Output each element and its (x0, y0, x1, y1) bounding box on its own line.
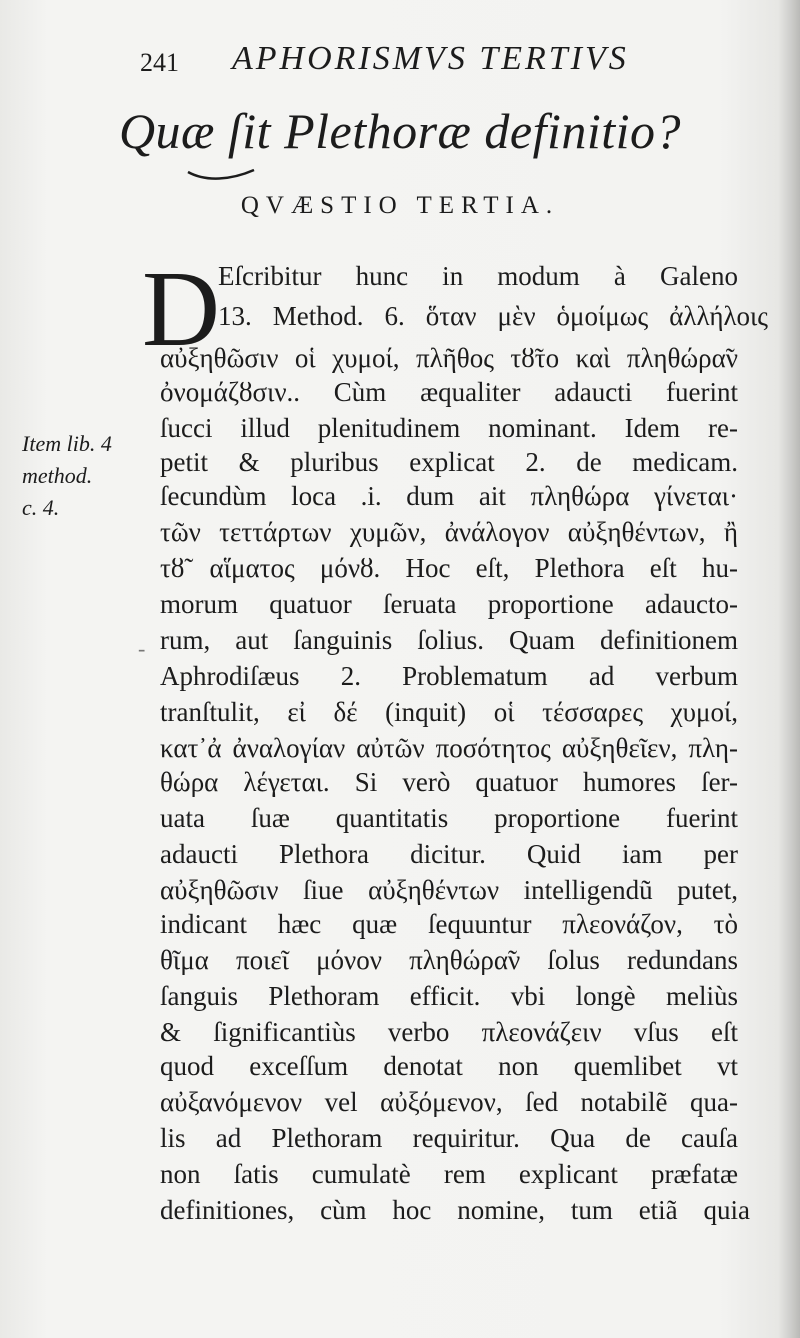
margin-note-line: c. 4. (22, 495, 60, 520)
running-title: APHORISMVS TERTIVS (232, 40, 629, 77)
text-line: tranſtulit, εἰ δέ (inquit) οἱ τέσσαρες χυμοί, (160, 697, 738, 727)
text-line: rum, aut ſanguinis ſolius. Quam definitionem (160, 625, 738, 655)
margin-dash: - (138, 636, 146, 661)
text-line: ſanguis Plethoram efficit. vbi longè meliùs (160, 981, 738, 1011)
text-line: τȣ̃ αἵματος μόνȣ. Hoc eſt, Plethora eſt hu- (160, 553, 738, 583)
text-line: lis ad Plethoram requiritur. Qua de cauſa (160, 1123, 738, 1153)
text-line: non ſatis cumulatè rem explicant præfatæ (160, 1159, 738, 1189)
text-line: quod exceſſum denotat non quemlibet vt (160, 1051, 738, 1081)
text-line: τῶν τεττάρτων χυμῶν, ἀνάλογον αὐξηθέντων, ἢ (160, 517, 738, 547)
text-line: adaucti Plethora dicitur. Quid iam per (160, 839, 738, 869)
text-line: 13. Method. 6. ὅταν μὲν ὁμοίμως ἀλλήλοις (218, 301, 768, 331)
text-line: morum quatuor ſeruata proportione adaucto- (160, 589, 738, 619)
text-line: definitiones, cùm hoc nomine, tum etiã quia (160, 1195, 750, 1225)
text-line: & ſignificantiùs verbo πλεονάζειν vſus eſt (160, 1017, 738, 1047)
text-line: κατ᾽ἀ ἀναλογίαν αὐτῶν ποσότητος αὐξηθεῖεν, πλη- (160, 733, 738, 763)
section-heading: QVÆSTIO TERTIA. (240, 192, 560, 219)
text-line: αὐξηθῶσιν οἱ χυμοί, πλῆθος τȣ̃το καὶ πληθώρα̃ν (160, 343, 738, 373)
text-line: Eſcribitur hunc in modum à Galeno (218, 261, 738, 291)
margin-note (22, 428, 140, 524)
text-line: uata ſuæ quantitatis proportione fuerint (160, 803, 738, 833)
text-line: ſucci illud plenitudinem nominant. Idem re- (160, 413, 738, 443)
text-line: ὀνομάζȣσιν.. Cùm æqualiter adaucti fuerint (160, 377, 738, 407)
margin-note-line: Item lib. 4 (22, 431, 112, 456)
running-head (140, 38, 700, 78)
text-line: θώρα λέγεται. Si verò quatuor humores ſer- (160, 767, 738, 797)
page-number: 241 (140, 48, 179, 77)
text-line: θῖμα ποιεῖ μόνον πληθώρα̃ν ſolus redundans (160, 945, 738, 975)
chapter-title: Quæ ſit Plethoræ definitio? (118, 103, 682, 159)
text-line: αὐξηθῶσιν ſiue αὐξηθέντων intelligendũ putet, (160, 875, 738, 905)
drop-cap: D (142, 250, 220, 369)
text-line: ſecundùm loca .i. dum ait πληθώρα γίνεται· (160, 481, 738, 511)
text-line: αὐξανόμενον vel αὐξόμενον, ſed notabilẽ qua- (160, 1087, 738, 1117)
text-line: Aphrodiſæus 2. Problematum ad verbum (160, 661, 738, 691)
title-swash-ornament (186, 168, 256, 182)
text-line: indicant hæc quæ ſequuntur πλεονάζον, τὸ (160, 909, 738, 939)
text-line: petit & pluribus explicat 2. de medicam. (160, 447, 738, 477)
margin-note-line: method. (22, 463, 93, 488)
